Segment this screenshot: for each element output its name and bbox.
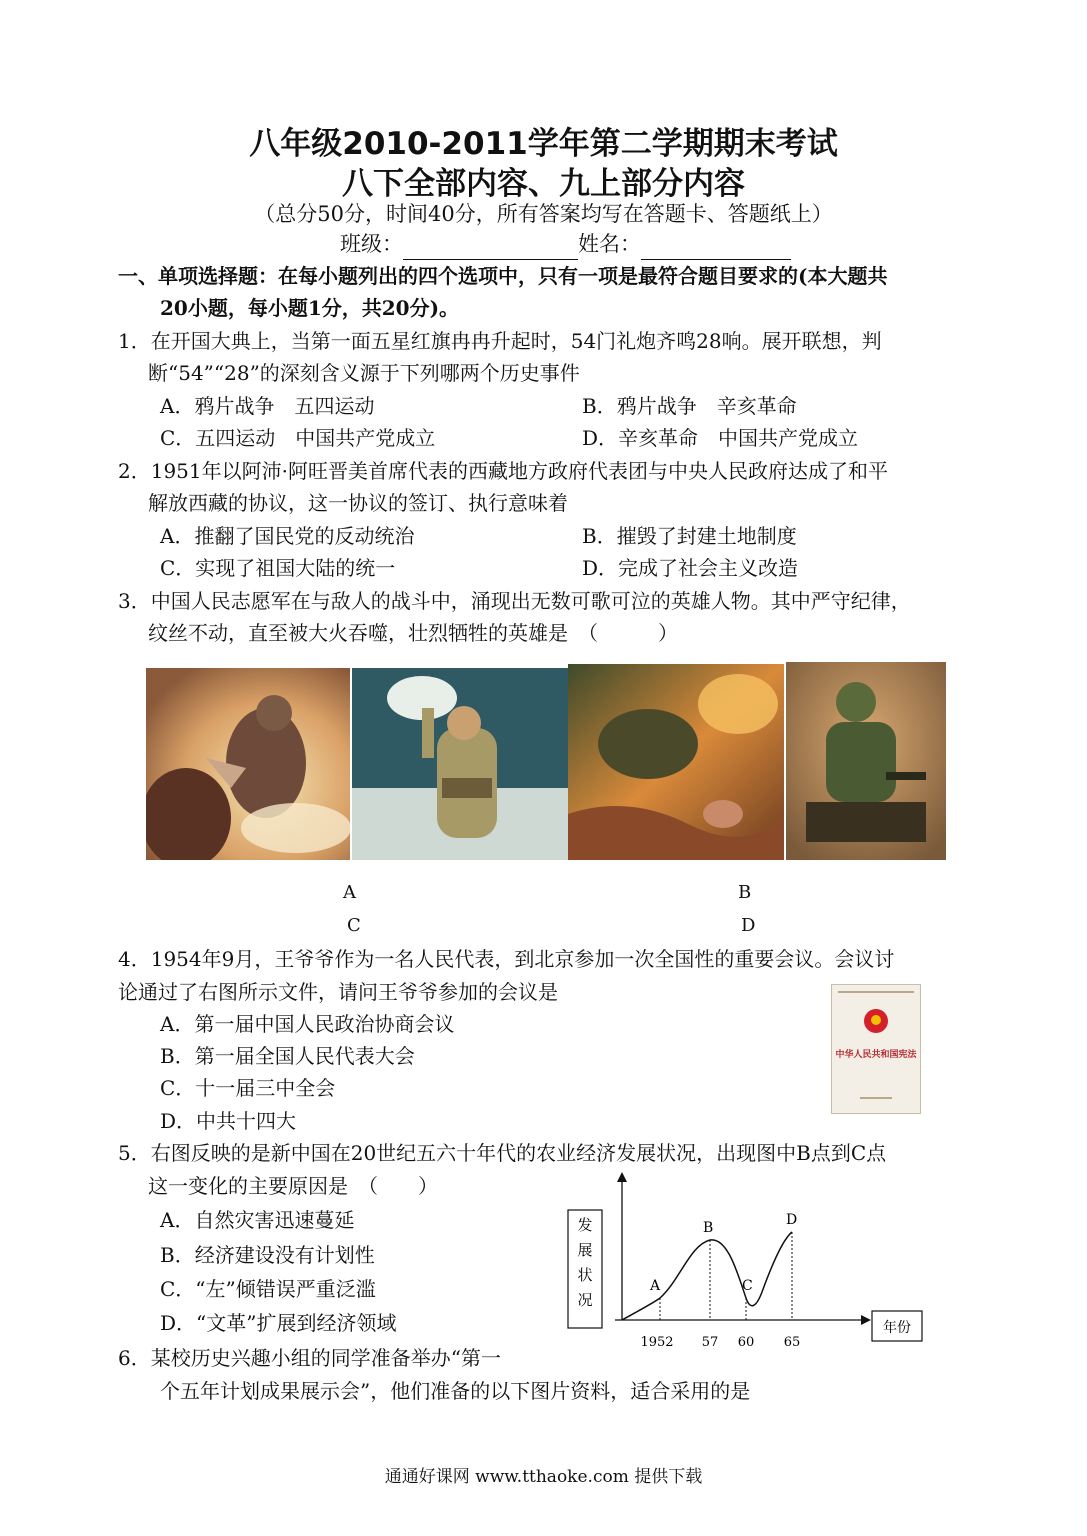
q5-option-c[interactable]: C．“左”倾错误严重泛滥 <box>160 1277 376 1301</box>
page-footer: 通通好课网 www.tthaoke.com 提供下载 <box>384 1467 703 1487</box>
exam-note: （总分50分，时间40分，所有答案均写在答题卡、答题纸上） <box>254 202 833 226</box>
y-label-char-3: 状 <box>577 1266 593 1284</box>
development-curve <box>622 1232 792 1320</box>
exam-title: 八年级2010-2011学年第二学期期末考试 <box>249 126 838 162</box>
tick-label-1952: 1952 <box>640 1335 674 1350</box>
q4-option-a[interactable]: A．第一届中国人民政治协商会议 <box>160 1012 455 1036</box>
q1-option-d[interactable]: D．辛亥革命 中国共产党成立 <box>582 426 859 450</box>
picture-label-b: B <box>738 882 752 903</box>
x-axis-label: 年份 <box>883 1320 911 1336</box>
q5-stem-cont: 这一变化的主要原因是 （ ） <box>148 1174 438 1198</box>
q3-stem-cont: 纹丝不动，直至被大火吞噬，壮烈牺牲的英雄是 （ ） <box>148 621 678 645</box>
agriculture-chart <box>560 1170 940 1355</box>
y-label-char-1: 发 <box>577 1216 593 1234</box>
point-label-c: C <box>742 1278 753 1294</box>
point-label-b: B <box>703 1220 714 1236</box>
hero-painting-d <box>786 662 946 860</box>
constitution-book-image <box>831 984 921 1114</box>
q4-option-d[interactable]: D．中共十四大 <box>160 1109 297 1133</box>
national-emblem-icon <box>864 1009 888 1033</box>
name-blank[interactable] <box>641 237 791 260</box>
q4-stem: 4．1954年9月，王爷爷作为一名人民代表，到北京参加一次全国性的重要会议。会议讨 <box>118 947 895 971</box>
point-label-d: D <box>786 1212 798 1228</box>
x-axis-arrow <box>861 1315 871 1325</box>
q6-stem-cont: 个五年计划成果展示会”，他们准备的以下图片资料，适合采用的是 <box>160 1379 751 1403</box>
q1-option-c[interactable]: C．五四运动 中国共产党成立 <box>160 426 436 450</box>
tick-label-60: 60 <box>737 1335 755 1350</box>
q2-option-c[interactable]: C．实现了祖国大陆的统一 <box>160 556 396 580</box>
q2-option-d[interactable]: D．完成了社会主义改造 <box>582 556 799 580</box>
hero-painting-a <box>146 668 350 860</box>
q2-stem-cont: 解放西藏的协议，这一协议的签订、执行意味着 <box>148 491 568 515</box>
section-heading-cont: 20小题，每小题1分，共20分)。 <box>160 296 460 320</box>
q5-stem: 5．右图反映的是新中国在20世纪五六十年代的农业经济发展状况，出现图中B点到C点 <box>118 1141 887 1165</box>
q1-stem-cont: 断“54”“28”的深刻含义源于下列哪两个历史事件 <box>148 361 580 385</box>
tick-label-57: 57 <box>701 1335 719 1350</box>
y-label-char-4: 况 <box>577 1291 593 1309</box>
q4-option-b[interactable]: B．第一届全国人民代表大会 <box>160 1044 415 1068</box>
q1-stem: 1．在开国大典上，当第一面五星红旗冉冉升起时，54门礼炮齐鸣28响。展开联想，判 <box>118 329 882 353</box>
q2-option-a[interactable]: A．推翻了国民党的反动统治 <box>160 524 415 548</box>
y-label-char-2: 展 <box>577 1241 593 1259</box>
q2-stem: 2．1951年以阿沛·阿旺晋美首席代表的西藏地方政府代表团与中央人民政府达成了和平 <box>118 459 888 483</box>
q4-option-c[interactable]: C．十一届三中全会 <box>160 1076 336 1100</box>
section-heading: 一、单项选择题：在每小题列出的四个选项中，只有一项是最符合题目要求的(本大题共 <box>118 264 888 288</box>
q1-option-a[interactable]: A．鸦片战争 五四运动 <box>160 394 375 418</box>
q4-stem-cont: 论通过了右图所示文件，请问王爷爷参加的会议是 <box>118 980 558 1004</box>
y-axis-arrow <box>617 1172 627 1182</box>
q6-stem: 6．某校历史兴趣小组的同学准备举办“第一 <box>118 1346 501 1370</box>
picture-label-a: A <box>343 882 356 903</box>
tick-label-65: 65 <box>783 1335 801 1350</box>
picture-label-d: D <box>741 915 756 936</box>
q2-option-b[interactable]: B．摧毁了封建土地制度 <box>582 524 797 548</box>
q5-option-b[interactable]: B．经济建设没有计划性 <box>160 1243 375 1267</box>
q3-stem: 3．中国人民志愿军在与敌人的战斗中，涌现出无数可歌可泣的英雄人物。其中严守纪律， <box>118 589 911 613</box>
hero-painting-b <box>352 668 568 860</box>
hero-painting-c <box>568 664 784 860</box>
q5-option-a[interactable]: A．自然灾害迅速蔓延 <box>160 1208 355 1232</box>
name-label: 姓名： <box>578 232 641 256</box>
student-info-line <box>340 228 791 260</box>
exam-subtitle: 八下全部内容、九上部分内容 <box>342 166 745 202</box>
book-title: 中华人民共和国宪法 <box>835 1050 917 1060</box>
class-label: 班级： <box>340 232 403 256</box>
point-label-a: A <box>650 1278 661 1294</box>
picture-label-c: C <box>347 915 361 936</box>
class-blank[interactable] <box>403 237 578 260</box>
q1-option-b[interactable]: B．鸦片战争 辛亥革命 <box>582 394 797 418</box>
q5-option-d[interactable]: D．“文革”扩展到经济领域 <box>160 1311 397 1335</box>
